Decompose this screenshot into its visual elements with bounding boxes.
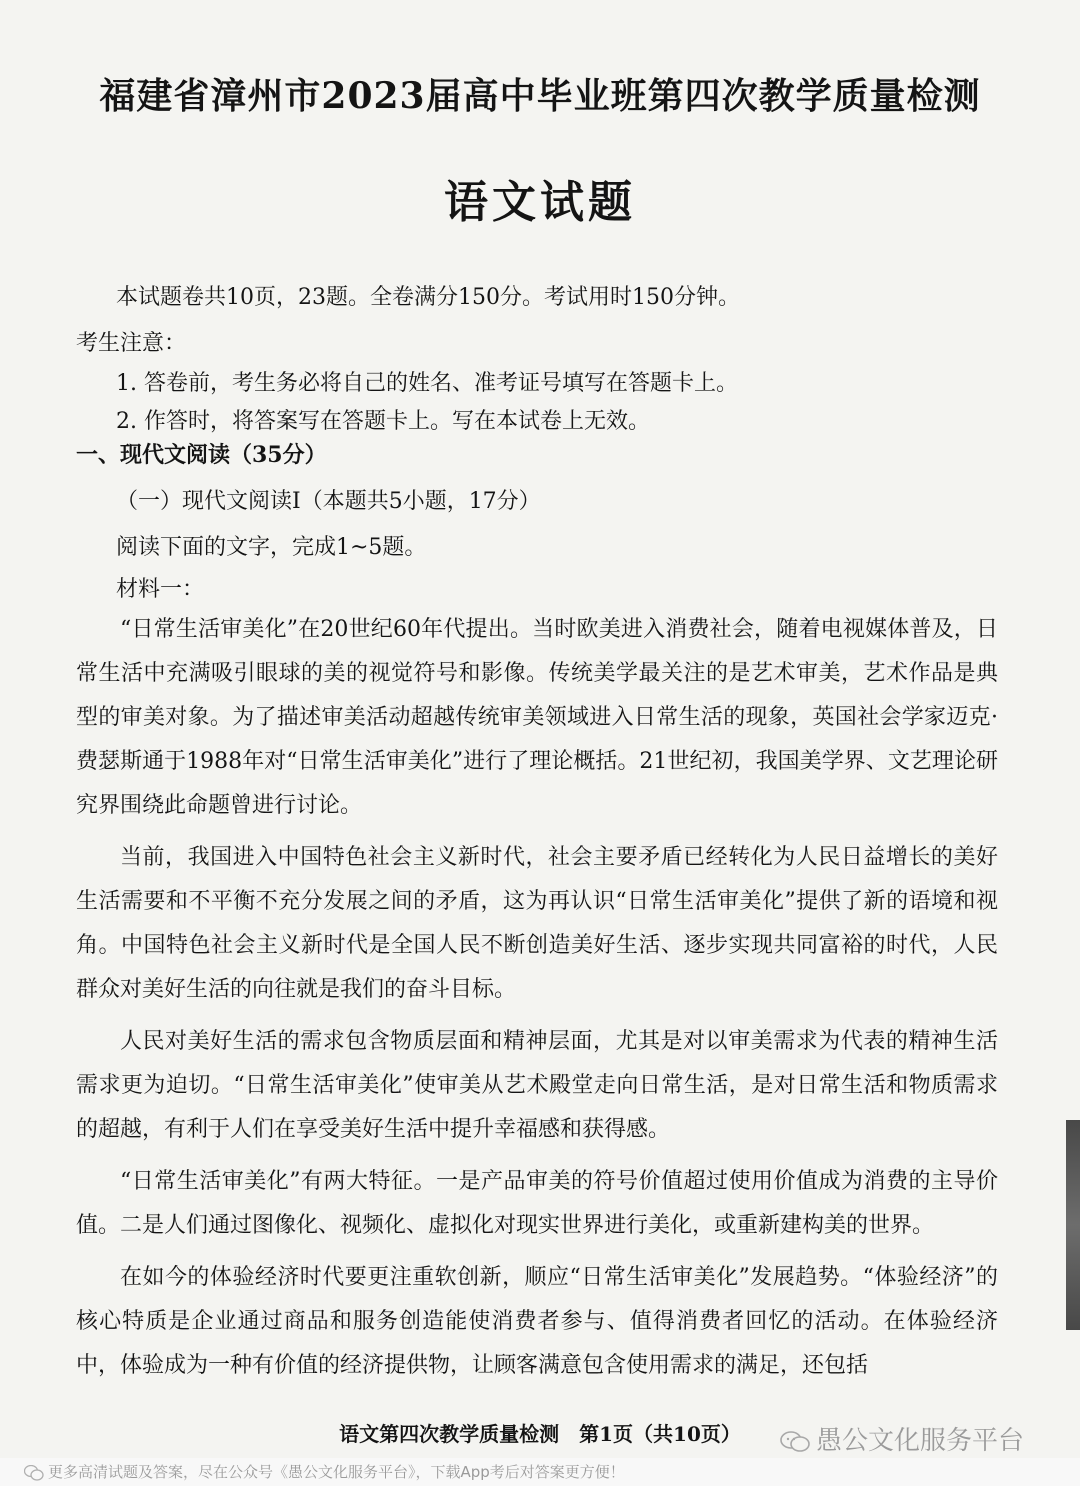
subject-title: 语文试题 bbox=[444, 177, 636, 228]
material-body bbox=[76, 608, 998, 1388]
exam-intro: 本试题卷共10页，23题。全卷满分150分。考试用时150分钟。 bbox=[116, 285, 740, 310]
notice-heading: 考生注意： bbox=[76, 331, 187, 356]
wechat-icon bbox=[24, 1465, 44, 1481]
wechat-icon bbox=[780, 1431, 810, 1453]
material-label: 材料一： bbox=[116, 577, 205, 602]
notice-item: 2. 作答时，将答案写在答题卡上。写在本试卷上无效。 bbox=[116, 409, 650, 434]
paragraph: 当前，我国进入中国特色社会主义新时代，社会主要矛盾已经转化为人民日益增长的美好生活需要和不平衡不充分发展之间的矛盾，这为再认识“日常生活审美化”提供了新的语境和视角。中国特色社会主义新时代是全国人民不断创造美好生活、逐步实现共同富裕的时代，人民群众对美好生活的向往就是我们的奋斗目标。 bbox=[76, 845, 998, 1002]
exam-title: 福建省漳州市2023届高中毕业班第四次教学质量检测 bbox=[99, 75, 981, 117]
watermark-text: 愚公文化服务平台 bbox=[816, 1426, 1025, 1456]
promo-bar bbox=[0, 1458, 1080, 1486]
scan-edge-mark bbox=[1066, 1120, 1080, 1330]
paragraph: “日常生活审美化”在20世纪60年代提出。当时欧美进入消费社会，随着电视媒体普及，日常生活中充满吸引眼球的美的视觉符号和影像。传统美学最关注的是艺术审美，艺术作品是典型的审美对象。为了描述审美活动超越传统审美领域进入日常生活的现象，英国社会学家迈克·费瑟斯通于1988年对“日常生活审美化”进行了理论概括。21世纪初，我国美学界、文艺理论研究界围绕此命题曾进行讨论。 bbox=[76, 617, 998, 818]
section-heading: 一、现代文阅读（35分） bbox=[76, 442, 327, 468]
page-footer: 语文第四次教学质量检测 第1页（共10页） bbox=[339, 1422, 741, 1446]
reading-instruction: 阅读下面的文字，完成1~5题。 bbox=[116, 535, 427, 560]
sub-section-heading: （一）现代文阅读Ⅰ（本题共5小题，17分） bbox=[116, 489, 541, 514]
notice-item: 1. 答卷前，考生务必将自己的姓名、准考证号填写在答题卡上。 bbox=[116, 371, 738, 396]
watermark bbox=[780, 1420, 1024, 1457]
paragraph: 在如今的体验经济时代要更注重软创新，顺应“日常生活审美化”发展趋势。“体验经济”的核心特质是企业通过商品和服务创造能使消费者参与、值得消费者回忆的活动。在体验经济中，体验成为一种有价值的经济提供物，让顾客满意包含使用需求的满足，还包括 bbox=[76, 1265, 998, 1378]
paragraph: 人民对美好生活的需求包含物质层面和精神层面，尤其是对以审美需求为代表的精神生活需求更为迫切。“日常生活审美化”使审美从艺术殿堂走向日常生活，是对日常生活和物质需求的超越，有利于人们在享受美好生活中提升幸福感和获得感。 bbox=[76, 1029, 998, 1142]
promo-text: 更多高清试题及答案，尽在公众号《愚公文化服务平台》，下载App考后对答案更方便！ bbox=[48, 1463, 625, 1481]
paragraph: “日常生活审美化”有两大特征。一是产品审美的符号价值超过使用价值成为消费的主导价值。二是人们通过图像化、视频化、虚拟化对现实世界进行美化，或重新建构美的世界。 bbox=[76, 1169, 998, 1238]
